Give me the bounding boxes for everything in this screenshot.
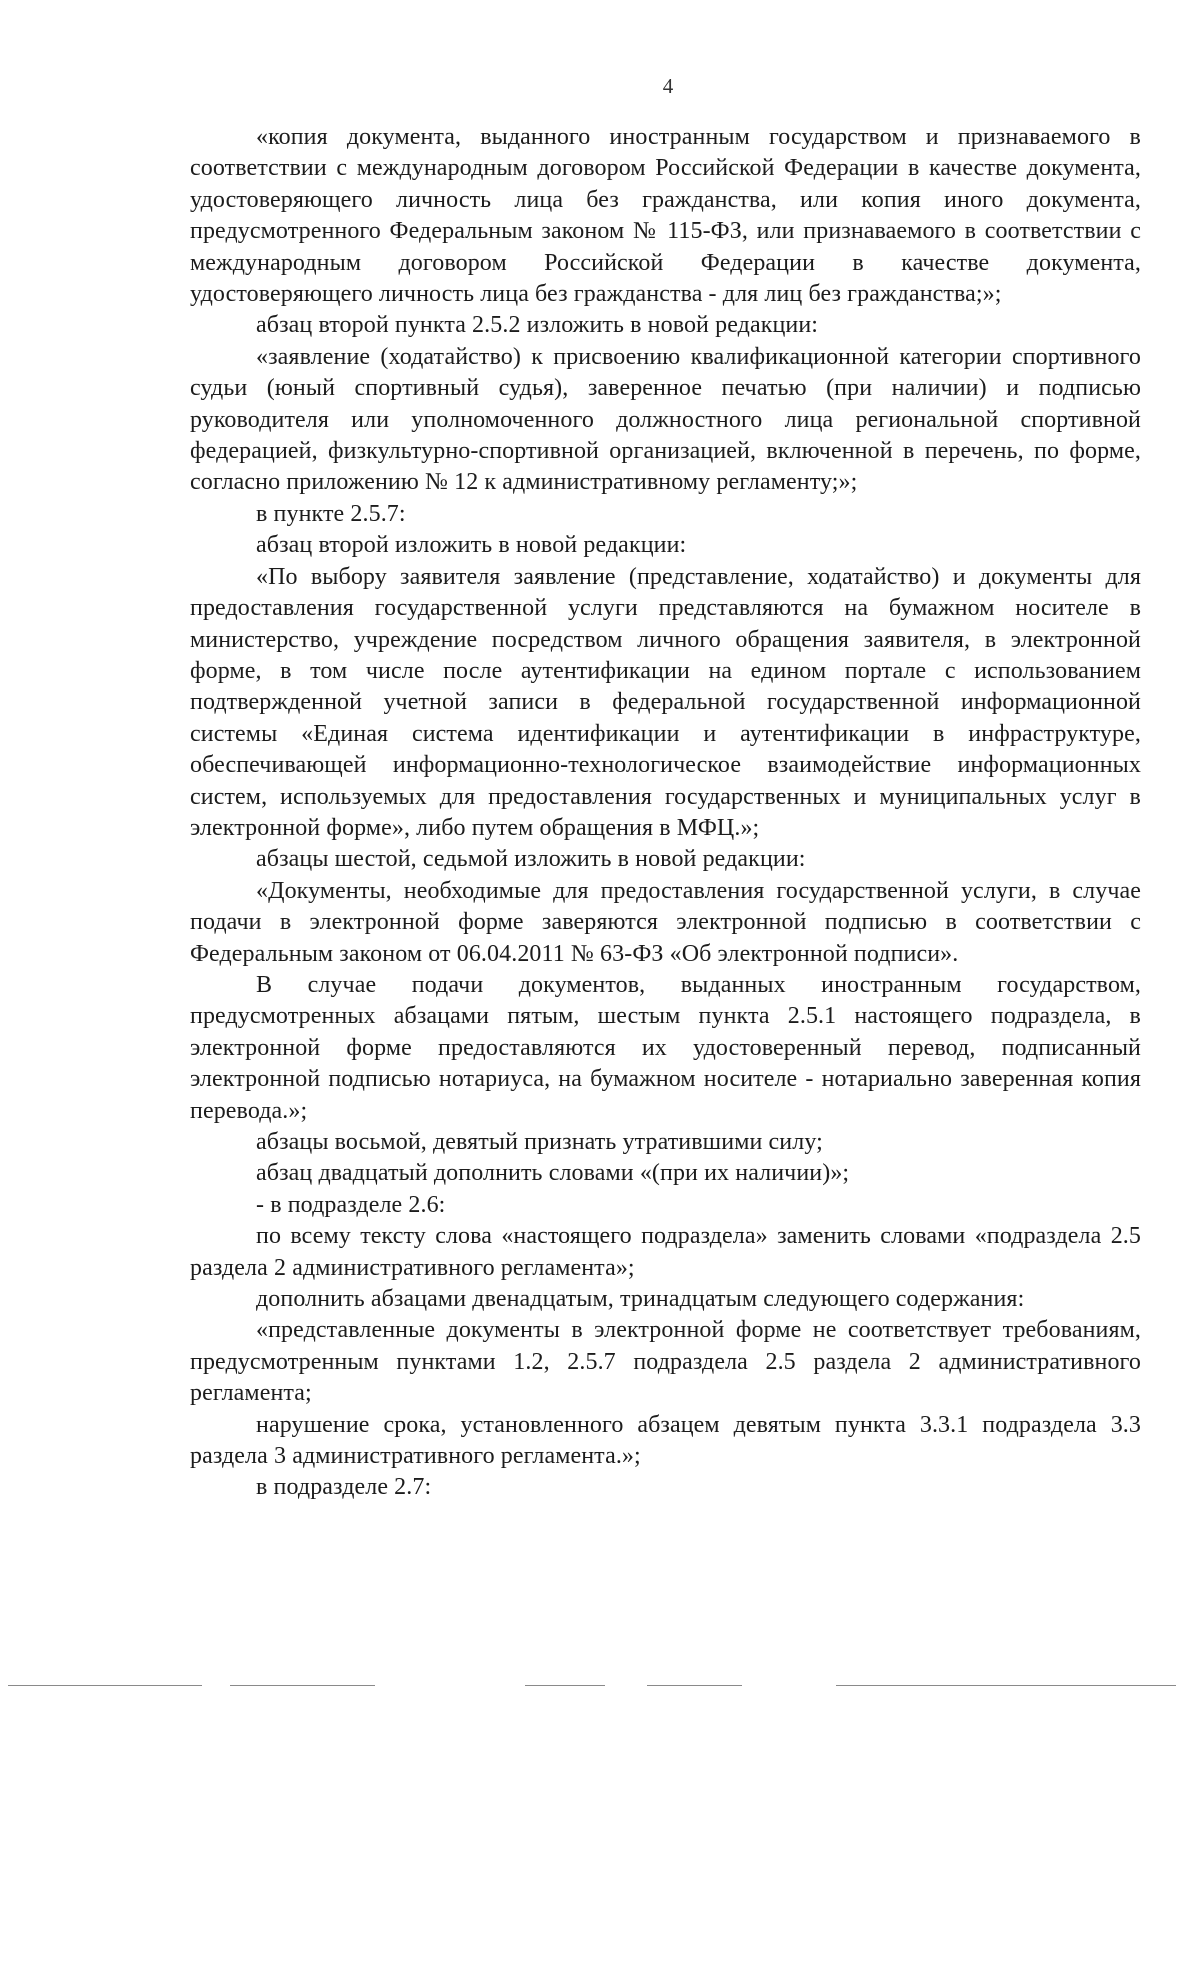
footer-divider <box>230 1685 375 1686</box>
footer-divider <box>8 1685 202 1686</box>
paragraph: нарушение срока, установленного абзацем девятым пункта 3.3.1 подраздела 3.3 раздела 3 административного регламента.»; <box>190 1411 1141 1470</box>
paragraph: в пункте 2.5.7: <box>256 500 406 527</box>
paragraph: «заявление (ходатайство) к присвоению квалификационной категории спортивного судьи (юный спортивный судья), заверенное печатью (при наличии) и подписью руководителя или уполномоченного должностного лица региональной спортивной федерацией, физкультурно-спортивной организацией, включенной в перечень, по форме, согласно приложению № 12 к административному регламенту;»; <box>190 343 1141 496</box>
paragraph: абзац второй изложить в новой редакции: <box>256 532 687 559</box>
paragraph: дополнить абзацами двенадцатым, тринадцатым следующего содержания: <box>256 1286 1025 1313</box>
paragraph: В случае подачи документов, выданных иностранным государством, предусмотренных абзацами пятым, шестым пункта 2.5.1 настоящего подраздела, в электронной форме предоставляются их удостоверенный перевод, подписанный электронной подписью нотариуса, на бумажном носителе - нотариально заверенная копия перевода.»; <box>190 971 1141 1124</box>
paragraph: абзацы шестой, седьмой изложить в новой редакции: <box>256 846 806 873</box>
paragraph: «представленные документы в электронной форме не соответствует требованиям, предусмотренным пунктами 1.2, 2.5.7 подраздела 2.5 раздела 2 административного регламента; <box>190 1317 1141 1407</box>
paragraph: по всему тексту слова «настоящего подраздела» заменить словами «подраздела 2.5 раздела 2 административного регламента»; <box>190 1223 1141 1281</box>
paragraph: «копия документа, выданного иностранным государством и признаваемого в соответствии с международным договором Российской Федерации в качестве документа, удостоверяющего личность лица без гражданства, или копия иного документа, предусмотренного Федеральным законом № 115-ФЗ, или признаваемого в соответствии с международным договором Российской Федерации в качестве документа, удостоверяющего личность лица без гражданства - для лиц без гражданства;»; <box>190 124 1141 308</box>
footer-divider <box>647 1685 742 1686</box>
paragraph: абзацы восьмой, девятый признать утратившими силу; <box>256 1129 823 1155</box>
paragraph: абзац двадцатый дополнить словами «(при их наличии)»; <box>256 1160 850 1187</box>
paragraph: «Документы, необходимые для предоставления государственной услуги, в случае подачи в электронной форме заверяются электронной подписью в соответствии с Федеральным законом от 06.04.2011 № 63-ФЗ «Об электронной подписи». <box>190 877 1141 967</box>
document-body <box>190 122 1141 1504</box>
paragraph: абзац второй пункта 2.5.2 изложить в новой редакции: <box>256 312 819 339</box>
paragraph: - в подразделе 2.6: <box>256 1191 446 1218</box>
paragraph: в подразделе 2.7: <box>256 1474 432 1501</box>
paragraph: «По выбору заявителя заявление (представление, ходатайство) и документы для предоставления государственной услуги представляются на бумажном носителе в министерство, учреждение посредством личного обращения заявителя, в электронной форме, в том числе после аутентификации на едином портале с использованием подтвержденной учетной записи в федеральной государственной информационной системы «Единая система идентификации и аутентификации в инфраструктуре, обеспечивающей информационно-технологическое взаимодействие информационных систем, используемых для предоставления государственных и муниципальных услуг в электронной форме», либо путем обращения в МФЦ.»; <box>190 563 1141 841</box>
page-number: 4 <box>662 74 674 98</box>
footer-divider <box>525 1685 605 1686</box>
footer-divider <box>836 1685 1176 1686</box>
